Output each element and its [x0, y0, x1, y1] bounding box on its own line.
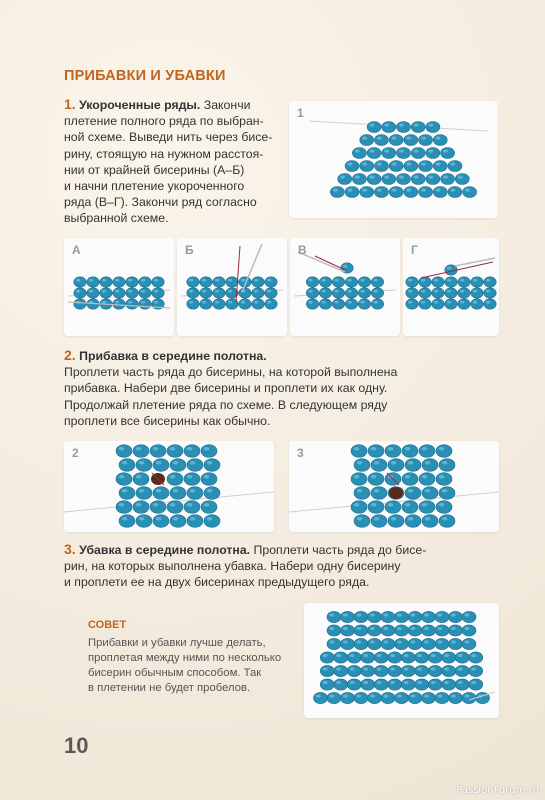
watermark: PassionForum.ru	[456, 785, 539, 796]
tip-line: проплетая между ними по несколько	[88, 652, 282, 664]
photo-b	[177, 238, 287, 336]
beadwork-image	[304, 603, 499, 718]
photo-label: 3	[297, 446, 304, 460]
photo-label: Г	[411, 243, 418, 257]
beadwork-image	[289, 101, 498, 218]
tip-text	[88, 636, 298, 696]
step1-line: плетение полного ряда по выбран-	[64, 114, 264, 129]
step2-line: Проплети часть ряда до бисерины, на которой выполнена	[64, 365, 398, 380]
tip-title: СОВЕТ	[88, 619, 127, 631]
step2-line: проплети все бисерины как обычно.	[64, 413, 271, 428]
step1-number: 1.	[64, 96, 76, 112]
step1-line: ной схеме. Выведи нить через бисе-	[64, 130, 273, 145]
step3-number: 3.	[64, 541, 76, 557]
photo-v	[290, 238, 400, 336]
step1-line: рину, стоящую на нужном расстоя-	[64, 146, 264, 161]
step3-line: и проплети ее на двух бисеринах предыдущего ряда.	[64, 575, 370, 590]
tip-line: Прибавки и убавки лучше делать,	[88, 637, 266, 649]
photo-4	[304, 603, 499, 718]
step2-title: Прибавка в середине полотна.	[79, 349, 267, 363]
photo-label: Б	[185, 243, 194, 257]
photo-g	[403, 238, 499, 336]
photo-label: А	[72, 243, 81, 257]
page-number: 10	[64, 733, 89, 758]
step3-text	[64, 541, 504, 591]
photo-label: 1	[297, 106, 304, 120]
step2-line: Продолжай плетение ряда по схеме. В следующем ряду	[64, 397, 388, 412]
beadwork-image	[289, 441, 499, 532]
step1-line: и начни плетение укороченного	[64, 179, 245, 194]
photo-label: 2	[72, 446, 79, 460]
step3-line: Проплети часть ряда до бисе-	[250, 543, 427, 557]
photo-label: В	[298, 243, 307, 257]
tip-line: бисерин обычным способом. Так	[88, 667, 262, 679]
photo-3	[289, 441, 499, 532]
step1-line: выбранной схеме.	[64, 211, 169, 226]
section-title: ПРИБАВКИ И УБАВКИ	[64, 68, 226, 84]
step1-title: Укороченные ряды.	[79, 98, 201, 112]
step2-number: 2.	[64, 347, 76, 363]
step1-line: Закончи	[200, 98, 251, 112]
step2-text	[64, 347, 504, 429]
step2-line: прибавка. Набери две бисерины и проплети их как одну.	[64, 381, 388, 396]
step1-line: нии от крайней бисерины (А–Б)	[64, 162, 245, 177]
photo-2	[64, 441, 274, 532]
tip-line: в плетении не будет пробелов.	[88, 682, 251, 694]
photo-a	[64, 238, 174, 336]
step3-title: Убавка в середине полотна.	[79, 543, 251, 557]
photo-1	[289, 101, 498, 218]
step1-text	[64, 96, 284, 227]
step1-line: ряда (В–Г). Закончи ряд согласно	[64, 195, 257, 210]
step3-line: рин, на которых выполнена убавка. Набери одну бисерину	[64, 559, 401, 574]
beadwork-image	[64, 441, 274, 532]
